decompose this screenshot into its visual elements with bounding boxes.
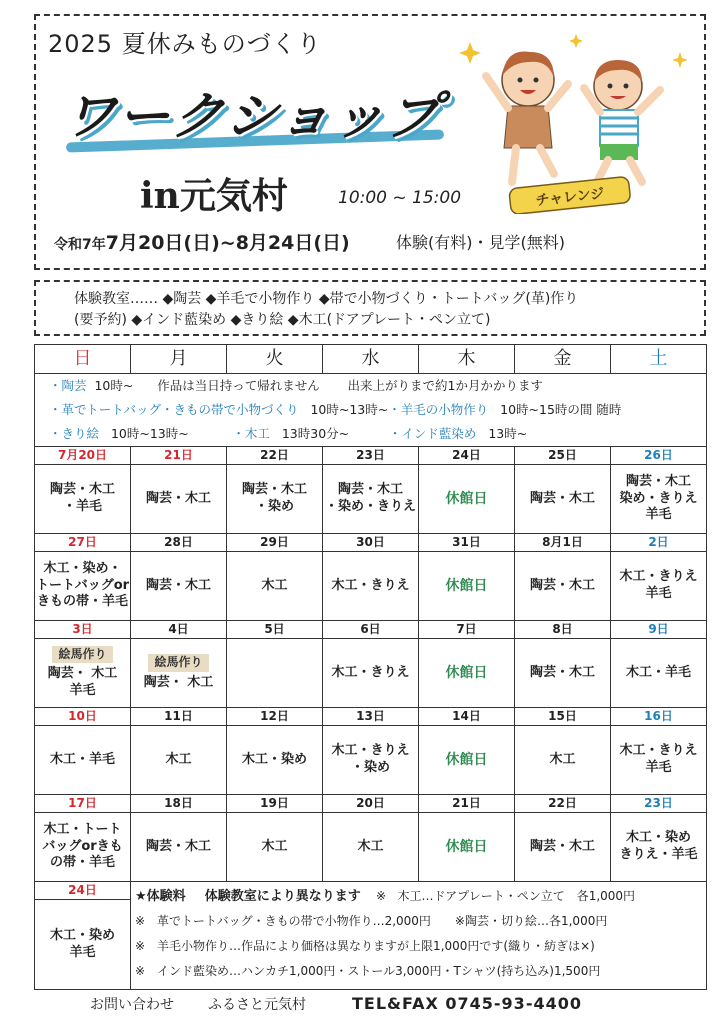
activity-cell [227, 639, 323, 708]
fee-mark: ※ [376, 889, 387, 903]
closed-cell: 休館日 [419, 813, 515, 882]
fee-line-1: ※ 革でトートバッグ・きもの帯で小物作り…2,000円 ※陶芸・切り絵…各1,000円 [135, 914, 608, 928]
weekday-sun: 日 [35, 345, 131, 374]
date-cell: 16日 [611, 708, 707, 726]
venue-title: in元気村 [140, 175, 288, 217]
activity-cell: 木工 [227, 813, 323, 882]
date-cell: 8日 [515, 621, 611, 639]
fees-panel [131, 882, 707, 990]
info-leather: ・革でトートバッグ・きもの帯で小物づくり [49, 401, 299, 417]
date-cell: 10日 [35, 708, 131, 726]
activity-cell: 木工・きりえ 羊毛 [611, 552, 707, 621]
ema-tag: 絵馬作り [148, 654, 208, 672]
date-cell: 4日 [131, 621, 227, 639]
period-start: 7月20日(日) [105, 232, 220, 254]
date-cell: 2日 [611, 534, 707, 552]
kids-illustration [456, 24, 692, 214]
weekday-wed: 水 [323, 345, 419, 374]
weekday-fri: 金 [515, 345, 611, 374]
date-cell: 11日 [131, 708, 227, 726]
info-leather-time: 10時~13時~ [310, 401, 389, 417]
date-cell: 28日 [131, 534, 227, 552]
date-cell: 13日 [323, 708, 419, 726]
fee-line-3: ※ インド藍染め…ハンカチ1,000円・ストール3,000円・Tシャツ(持ち込み)1,500円 [135, 964, 601, 978]
svg-text:チャレンジ: チャレンジ [534, 185, 606, 210]
footer-org: ふるさと元気村 [208, 997, 306, 1013]
date-cell: 7日 [419, 621, 515, 639]
date-cell: 7月20日 [35, 447, 131, 465]
date-cell: 26日 [611, 447, 707, 465]
activity-cell: 陶芸・木工 [131, 552, 227, 621]
info-kirie: ・きり絵 [49, 425, 100, 441]
date-row-4 [35, 708, 707, 726]
date-cell: 29日 [227, 534, 323, 552]
date-cell: 24日 [419, 447, 515, 465]
fee-wood: 木工…ドアプレート・ペン立て 各1,000円 [397, 889, 636, 903]
activity-cell: 木工・きりえ 羊毛 [611, 726, 707, 795]
activity-cell: 陶芸・木工 ・羊毛 [35, 465, 131, 534]
info-pottery-note2: 出来上がりまで約1か月かかります [347, 377, 544, 393]
activity-cell: 陶芸・木工 ・染め・きりえ [323, 465, 419, 534]
info-row-3 [35, 422, 707, 447]
activity-text: 陶芸・ 木工 [143, 674, 214, 690]
footer [90, 994, 582, 1014]
date-cell: 8月1日 [515, 534, 611, 552]
activity-cell: 木工・染め きりえ・羊毛 [611, 813, 707, 882]
date-cell: 3日 [35, 621, 131, 639]
activity-text: 陶芸・ 木工 羊毛 [47, 666, 118, 699]
activity-cell: 陶芸・木工 [515, 465, 611, 534]
fee-head-line [135, 886, 706, 911]
ema-tag: 絵馬作り [52, 646, 112, 664]
info-wool: ・羊毛の小物作り [388, 401, 489, 417]
activity-cell: 木工 [227, 552, 323, 621]
date-row-3 [35, 621, 707, 639]
activity-cell: 陶芸・木工 [515, 639, 611, 708]
hours: 10:00 ~ 15:00 [338, 188, 462, 208]
activity-row-5 [35, 813, 707, 882]
calendar [34, 344, 706, 990]
date-row-5 [35, 795, 707, 813]
date-cell: 21日 [419, 795, 515, 813]
boy-figure [584, 60, 660, 184]
activity-cell: 木工 [515, 726, 611, 795]
period-prefix: 令和7年 [54, 237, 106, 253]
closed-cell: 休館日 [419, 552, 515, 621]
info-wood: ・木工 [232, 425, 270, 441]
activity-cell: 陶芸・木工 ・染め [227, 465, 323, 534]
activity-row-4 [35, 726, 707, 795]
activity-cell: 陶芸・木工 [515, 552, 611, 621]
info-row-1 [35, 374, 707, 399]
activity-row-3 [35, 639, 707, 708]
date-cell: 9日 [611, 621, 707, 639]
activity-cell: 木工・染め 羊毛 [35, 900, 131, 990]
fee-note: 体験教室により異なります [204, 889, 361, 904]
experience-note: 体験(有料)・見学(無料) [396, 233, 565, 252]
info-indigo: ・インド藍染め [388, 425, 477, 441]
fee-line-2: ※ 羊毛小物作り…作品により価格は異なりますが上限1,000円です(織り・紡ぎは×) [135, 939, 595, 953]
info-row-2 [35, 398, 707, 422]
activity-cell: 木工・羊毛 [35, 726, 131, 795]
date-cell: 19日 [227, 795, 323, 813]
weekday-sat: 土 [611, 345, 707, 374]
activity-row-1 [35, 465, 707, 534]
date-cell: 15日 [515, 708, 611, 726]
fee-title: ★体験料 [135, 889, 186, 904]
date-cell: 12日 [227, 708, 323, 726]
footer-inquiry: お問い合わせ [90, 997, 174, 1013]
date-cell: 22日 [515, 795, 611, 813]
weekday-header-row [35, 345, 707, 374]
weekday-thu: 木 [419, 345, 515, 374]
date-cell: 23日 [323, 447, 419, 465]
activity-cell [131, 639, 227, 708]
activity-cell: 木工・きりえ ・染め [323, 726, 419, 795]
activity-row-2 [35, 552, 707, 621]
classes-line-2: (要予約) ◆インド藍染め ◆きり絵 ◆木工(ドアプレート・ペン立て) [74, 312, 491, 328]
date-row-6 [35, 882, 707, 900]
sparkle-icon [459, 34, 688, 68]
date-cell: 30日 [323, 534, 419, 552]
period-end: 8月24日(日) [235, 232, 350, 254]
date-cell: 14日 [419, 708, 515, 726]
activity-cell: 木工・染め・ トートバッグor きもの帯・羊毛 [35, 552, 131, 621]
closed-cell: 休館日 [419, 465, 515, 534]
activity-cell: 木工 [323, 813, 419, 882]
info-wool-time: 10時~15時の間 随時 [500, 401, 622, 417]
activity-cell: 木工・きりえ [323, 639, 419, 708]
info-kirie-time: 10時~13時~ [110, 425, 189, 441]
calendar-table [34, 344, 707, 990]
activity-cell [35, 639, 131, 708]
date-cell: 18日 [131, 795, 227, 813]
activity-cell: 陶芸・木工 [131, 813, 227, 882]
date-cell: 25日 [515, 447, 611, 465]
date-cell: 21日 [131, 447, 227, 465]
activity-cell: 木工・トート バッグorきも の帯・羊毛 [35, 813, 131, 882]
girl-figure [486, 52, 568, 183]
activity-cell: 木工・羊毛 [611, 639, 707, 708]
period-sep: ~ [219, 232, 236, 254]
date-cell: 23日 [611, 795, 707, 813]
challenge-logo [509, 176, 631, 214]
info-indigo-time: 13時~ [488, 425, 528, 441]
date-cell: 22日 [227, 447, 323, 465]
footer-tel: TEL&FAX 0745-93-4400 [352, 994, 582, 1013]
closed-cell: 休館日 [419, 726, 515, 795]
period [54, 228, 350, 255]
classes-line-1: 体験教室…… ◆陶芸 ◆羊毛で小物作り ◆帯で小物づくり・トートバッグ(革)作り [74, 291, 579, 307]
date-cell: 27日 [35, 534, 131, 552]
date-cell: 24日 [35, 882, 131, 900]
date-row-2 [35, 534, 707, 552]
date-row-1 [35, 447, 707, 465]
activity-cell: 陶芸・木工 [131, 465, 227, 534]
activity-cell: 陶芸・木工 染め・きりえ 羊毛 [611, 465, 707, 534]
info-pottery: ・陶芸 [49, 377, 87, 393]
year-title: 2025 夏休みものづくり [48, 30, 322, 58]
date-cell: 6日 [323, 621, 419, 639]
date-cell: 17日 [35, 795, 131, 813]
info-pottery-note1: 作品は当日持って帰れません [157, 377, 320, 393]
activity-cell: 木工・染め [227, 726, 323, 795]
weekday-mon: 月 [131, 345, 227, 374]
activity-cell: 木工 [131, 726, 227, 795]
activity-cell: 陶芸・木工 [515, 813, 611, 882]
info-wood-time: 13時30分~ [281, 425, 350, 441]
date-cell: 5日 [227, 621, 323, 639]
closed-cell: 休館日 [419, 639, 515, 708]
activity-cell: 木工・きりえ [323, 552, 419, 621]
workshop-title: ワークショップ [60, 87, 444, 147]
weekday-tue: 火 [227, 345, 323, 374]
date-cell: 31日 [419, 534, 515, 552]
info-pottery-time: 10時~ [94, 377, 134, 393]
date-cell: 20日 [323, 795, 419, 813]
